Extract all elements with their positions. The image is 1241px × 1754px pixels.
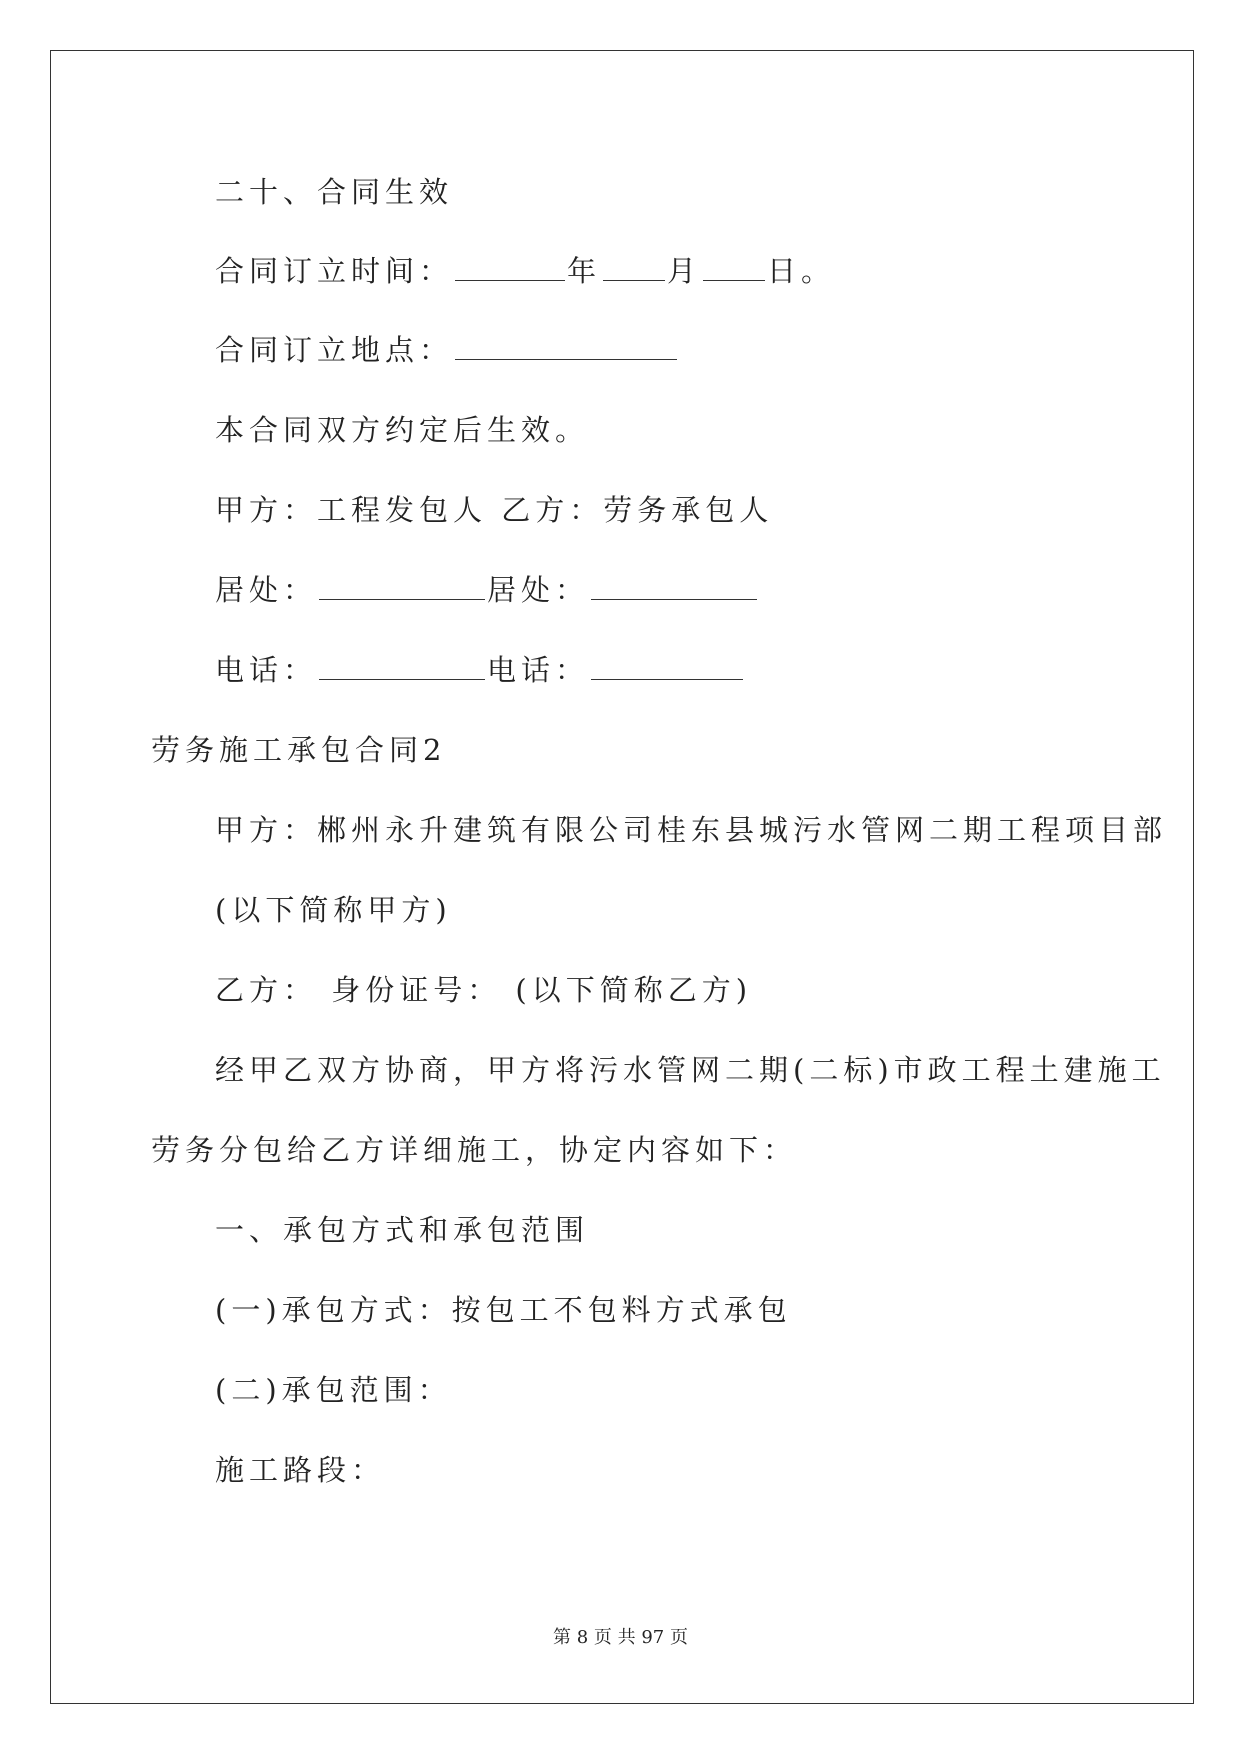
residence-line	[215, 570, 759, 610]
phone-line	[215, 650, 745, 690]
day-blank	[703, 254, 765, 281]
party-b-phone-label: 电话：	[487, 653, 590, 687]
party-b-residence-blank	[591, 573, 757, 600]
agreement-intro-2: 劳务分包给乙方详细施工，协定内容如下：	[151, 1133, 798, 1167]
page-number-footer	[0, 1623, 1241, 1649]
agreement-intro-1: 经甲乙双方协商，甲方将污水管网二期(二标)市政工程土建施工	[215, 1053, 1166, 1087]
section-heading-contract-effect: 二十、合同生效	[215, 175, 454, 209]
year-label: 年	[567, 254, 602, 288]
party-a-name: 甲方：郴州永升建筑有限公司桂东县城污水管网二期工程项目部	[215, 813, 1168, 847]
party-b-id-line: 乙方： 身份证号： (以下简称乙方)	[215, 973, 753, 1007]
section-heading-scope: 一、承包方式和承包范围	[215, 1213, 590, 1247]
party-a-phone-blank	[319, 653, 485, 680]
month-blank	[603, 254, 665, 281]
day-label: 日。	[767, 254, 836, 288]
month-label: 月	[667, 254, 702, 288]
signing-date-line	[215, 251, 835, 291]
signing-date-label: 合同订立时间：	[215, 254, 454, 288]
party-a-abbrev: (以下简称甲方)	[215, 893, 452, 927]
construction-section: 施工路段：	[215, 1453, 386, 1487]
party-b-residence-label: 居处：	[487, 573, 590, 607]
contract-2-title: 劳务施工承包合同2	[151, 733, 447, 767]
signing-place-label: 合同订立地点：	[215, 333, 454, 367]
party-a-phone-label: 电话：	[215, 653, 318, 687]
contract-scope: (二)承包范围：	[215, 1373, 452, 1407]
page-number-text: 第 8 页 共 97 页	[553, 1627, 688, 1648]
contract-method: (一)承包方式：按包工不包料方式承包	[215, 1293, 792, 1327]
party-a-residence-blank	[319, 573, 485, 600]
parties-line: 甲方：工程发包人 乙方：劳务承包人	[215, 493, 774, 527]
party-b-phone-blank	[591, 653, 743, 680]
year-blank	[455, 254, 565, 281]
place-blank	[455, 333, 677, 360]
effect-clause: 本合同双方约定后生效。	[215, 413, 590, 447]
signing-place-line	[215, 330, 679, 370]
party-a-residence-label: 居处：	[215, 573, 318, 607]
